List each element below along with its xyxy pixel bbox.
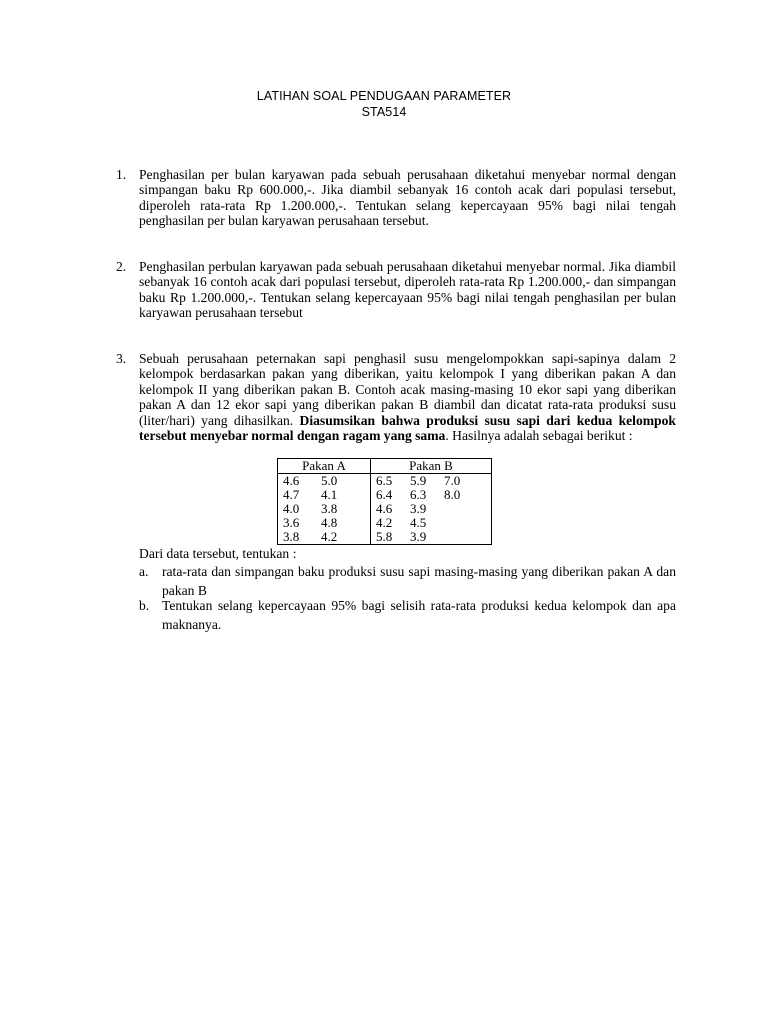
table-cell: 4.6 — [376, 501, 393, 516]
pakan-b-cell — [371, 488, 492, 502]
pakan-b-cell — [371, 474, 492, 489]
table-row — [278, 502, 492, 516]
pakan-a-cell — [278, 530, 371, 545]
document-title: LATIHAN SOAL PENDUGAAN PARAMETER — [256, 89, 512, 103]
table-cell: 5.0 — [321, 473, 338, 488]
question-1 — [116, 167, 676, 229]
subitem-letter: a. — [139, 564, 149, 579]
question-number: 2. — [116, 259, 127, 274]
table-cell: 4.6 — [283, 473, 300, 488]
pakan-a-cell — [278, 516, 371, 530]
table-cell: 4.2 — [376, 515, 393, 530]
question-text-outro: . Hasilnya adalah sebagai berikut : — [445, 428, 633, 444]
pakan-a-cell — [278, 488, 371, 502]
question-3 — [116, 351, 676, 443]
table-cell: 5.9 — [410, 473, 427, 488]
column-header-pakan-a: Pakan A — [278, 459, 371, 474]
subitem-a — [139, 563, 676, 600]
question-text: Penghasilan per bulan karyawan pada sebuah perusahaan diketahui menyebar normal dengan simpangan baku Rp 600.000,-. Jika diambil sebanyak 16 contoh acak dari populasi tersebut, diperoleh rata-rata Rp 1.200.000,-. Tentukan selang kepercayaan 95% bagi nilai tengah penghasilan per bulan karyawan perusahaan tersebut. — [139, 167, 676, 229]
pakan-a-cell — [278, 502, 371, 516]
question-text-intro: Sebuah perusahaan peternakan sapi penghasil susu mengelompokkan sapi-sapinya dalam 2 kelompok berdasarkan pakan yang diberikan, yaitu kelompok I yang diberikan pakan A dan kelompok II yang diberikan pakan B. Contoh acak masing-masing 10 ekor sapi yang diberikan pakan A dan 12 ekor sapi yang diberikan pakan B diambil dan dicatat rata-rata produksi susu (liter/hari) yang dihasilkan. — [139, 351, 676, 428]
table-cell: 7.0 — [444, 473, 461, 488]
question-2 — [116, 259, 676, 321]
subitem-letter: b. — [139, 598, 150, 613]
pakan-a-cell — [278, 474, 371, 489]
pakan-b-cell — [371, 516, 492, 530]
course-code: STA514 — [361, 105, 407, 119]
table-cell: 6.4 — [376, 487, 393, 502]
column-header-pakan-b: Pakan B — [371, 459, 492, 474]
pakan-b-cell — [371, 502, 492, 516]
milk-production-table — [277, 458, 492, 545]
table-cell: 4.0 — [283, 501, 300, 516]
table-row — [278, 488, 492, 502]
table-cell: 4.8 — [321, 515, 338, 530]
question-text: Penghasilan perbulan karyawan pada sebuah perusahaan diketahui menyebar normal. Jika diambil sebanyak 16 contoh acak dari populasi tersebut, diperoleh rata-rata Rp 1.200.000,- dan simpangan baku Rp 1.200.000,-. Tentukan selang kepercayaan 95% bagi nilai tengah penghasilan per bulan karyawan perusahaan tersebut — [139, 259, 676, 321]
table-cell: 3.8 — [321, 501, 338, 516]
question-number: 3. — [116, 351, 127, 366]
subitem-b — [139, 597, 676, 634]
table-cell: 5.8 — [376, 529, 393, 544]
subitem-text: Tentukan selang kepercayaan 95% bagi selisih rata-rata produksi kedua kelompok dan apa maknanya. — [162, 598, 676, 632]
table-header-row — [278, 459, 492, 474]
subitem-text: rata-rata dan simpangan baku produksi susu sapi masing-masing yang diberikan pakan A dan pakan B — [162, 564, 676, 598]
table-cell: 4.7 — [283, 487, 300, 502]
table-cell: 6.3 — [410, 487, 427, 502]
table-cell: 4.1 — [321, 487, 338, 502]
table-row — [278, 516, 492, 530]
question-text — [139, 351, 676, 443]
table-cell: 4.5 — [410, 515, 427, 530]
table-cell: 3.9 — [410, 501, 427, 516]
table-cell: 6.5 — [376, 473, 393, 488]
table-cell: 3.8 — [283, 529, 300, 544]
pakan-b-cell — [371, 530, 492, 545]
table-cell: 3.6 — [283, 515, 300, 530]
table-cell: 4.2 — [321, 529, 338, 544]
question-assumption-bold: Diasumsikan bahwa produksi susu sapi dari kedua kelompok tersebut menyebar normal dengan ragam yang sama — [139, 412, 676, 444]
followup-instruction: Dari data tersebut, tentukan : — [139, 546, 297, 561]
table-row — [278, 530, 492, 545]
question-number: 1. — [116, 167, 127, 182]
table-cell: 3.9 — [410, 529, 427, 544]
table-row — [278, 474, 492, 489]
table-cell: 8.0 — [444, 487, 461, 502]
